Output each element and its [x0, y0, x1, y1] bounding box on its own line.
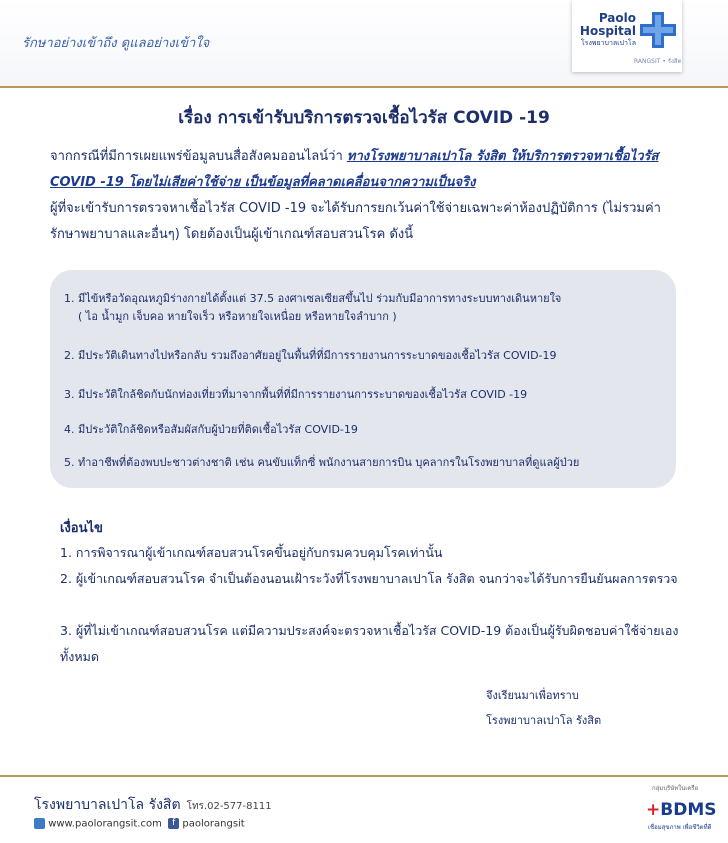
logo-branch: RANGSIT • รังสิต: [634, 58, 682, 65]
criteria-item: 2. มีประวัติเดินทางไปหรือกลับ รวมถึงอาศัยอยู่ในพื้นที่ที่มีการรายงานการระบาดของเชื้อไวรัส COVID-19: [64, 349, 557, 362]
bdms-logo: +BDMS: [646, 800, 717, 820]
intro-highlight: ทางโรงพยาบาลเปาโล รังสิต ให้บริการตรวจหาเชื้อไวรัส COVID -19 โดยไม่เสียค่าใช้จ่าย เป็นข้อมูลที่คลาดเคลื่อนจากความเป็นจริง: [50, 149, 659, 190]
header-bar: [0, 0, 728, 88]
signoff-hospital: โรงพยาบาลเปาโล รังสิต: [486, 714, 602, 727]
footer-hospital-name: โรงพยาบาลเปาโล รังสิต โทร.02-577-8111: [34, 797, 272, 813]
criteria-item: 4. มีประวัติใกล้ชิดหรือสัมผัสกับผู้ป่วยที่ติดเชื้อไวรัส COVID-19: [64, 423, 358, 436]
facebook-link[interactable]: paolorangsit: [182, 818, 245, 830]
facebook-icon: f: [168, 818, 179, 829]
criteria-item: 3. มีประวัติใกล้ชิดกับนักท่องเที่ยวที่มาจากพื้นที่ที่มีการรายงานการระบาดของเชื้อไวรัส COVID -19: [64, 388, 528, 401]
conditions-heading: เงื่อนไข: [60, 521, 103, 536]
footer-links: [34, 818, 245, 830]
hospital-logo: [572, 0, 682, 72]
criteria-item: 1. มีไข้หรือวัดอุณหภูมิร่างกายได้ตั้งแต่ 37.5 องศาเซลเซียสขึ้นไป ร่วมกับมีอาการทางระบบทางเดินหายใจ: [64, 292, 562, 305]
signoff-line: จึงเรียนมาเพื่อทราบ: [486, 689, 579, 702]
website-icon: [34, 818, 45, 829]
criteria-item: ( ไอ น้ำมูก เจ็บคอ หายใจเร็ว หรือหายใจเหนื่อย หรือหายใจลำบาก ): [78, 310, 397, 323]
website-link[interactable]: www.paolorangsit.com: [48, 818, 162, 830]
bdms-tagline: เชื่อมสุขภาพ เพื่อชีวิตที่ดี: [648, 824, 712, 831]
medical-cross-icon: [638, 10, 678, 50]
intro-paragraph: [50, 144, 690, 248]
tagline: รักษาอย่างเข้าถึง ดูแลอย่างเข้าใจ: [22, 36, 210, 51]
group-caption: กลุ่มบริษัทในเครือ: [652, 785, 699, 792]
intro-body: ผู้ที่จะเข้ารับการตรวจหาเชื้อไวรัส COVID -19 จะได้รับการยกเว้นค่าใช้จ่ายเฉพาะค่าห้องปฏิบัติการ (ไม่รวมค่ารักษาพยาบาลและอื่นๆ) โดยต้องเป็นผู้เข้าเกณฑ์สอบสวนโรค ดังนี้: [50, 201, 661, 242]
criteria-item: 5. ทำอาชีพที่ต้องพบปะชาวต่างชาติ เช่น คนขับแท็กซี่ พนักงานสายการบิน บุคลากรในโรงพยาบาลที่ดูแลผู้ป่วย: [64, 456, 580, 469]
page-title: เรื่อง การเข้ารับบริการตรวจเชื้อไวรัส COVID -19: [178, 108, 550, 128]
footer-phone: โทร.02-577-8111: [186, 801, 272, 812]
logo-subtitle: โรงพยาบาลเปาโล: [580, 39, 636, 47]
condition-item: 3. ผู้ที่ไม่เข้าเกณฑ์สอบสวนโรค แต่มีความประสงค์จะตรวจหาเชื้อไวรัส COVID-19 ต้องเป็นผู้รับผิดชอบค่าใช้จ่ายเองทั้งหมด: [60, 623, 679, 664]
intro-lead: จากกรณีที่มีการเผยแพร่ข้อมูลบนสื่อสังคมออนไลน์ว่า: [50, 149, 347, 164]
condition-item: 1. การพิจารณาผู้เข้าเกณฑ์สอบสวนโรคขึ้นอยู่กับกรมควบคุมโรคเท่านั้น: [60, 545, 443, 560]
logo-name: Paolo Hospital: [579, 11, 636, 38]
condition-item: 2. ผู้เข้าเกณฑ์สอบสวนโรค จำเป็นต้องนอนเฝ้าระวังที่โรงพยาบาลเปาโล รังสิต จนกว่าจะได้รับการยืนยันผลการตรวจ: [60, 571, 678, 586]
footer-divider: [0, 775, 728, 777]
